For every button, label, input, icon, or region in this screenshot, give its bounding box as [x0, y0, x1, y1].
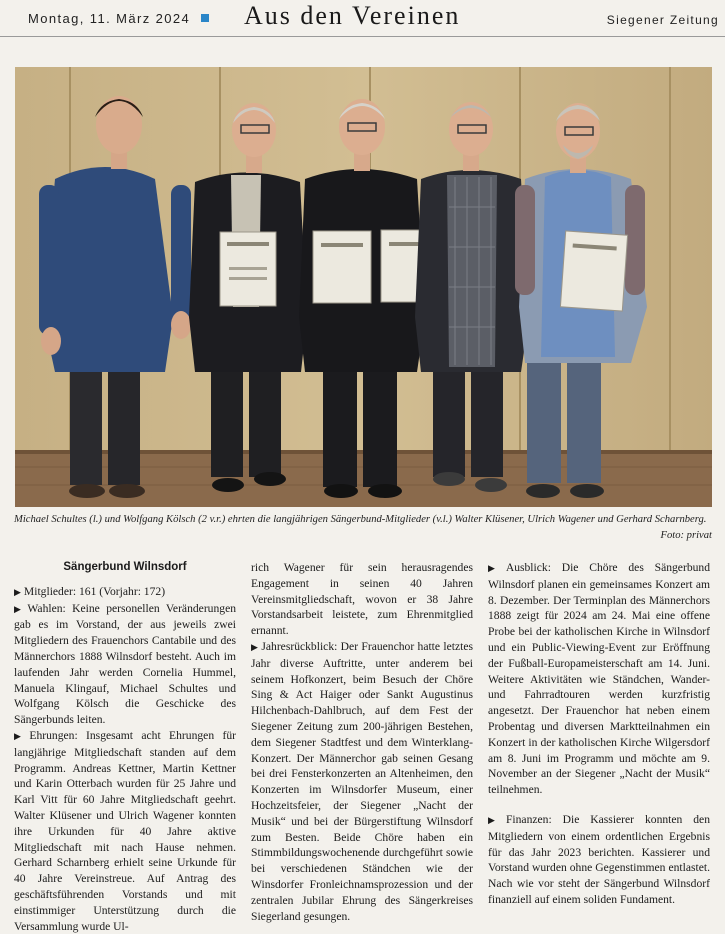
bullet-triangle-icon: ▶ — [14, 586, 21, 597]
paragraph-gap — [488, 798, 710, 812]
photo-credit: Foto: privat — [660, 530, 712, 541]
paragraph-elections: ▶ Wahlen: Keine personellen Veränderungen gab es im Vorstand, der aus jeweils zwei Mitgliedern des Frauenchors Cantabile und des Männerchors 1888 Wilnsdorf besteht. Auch im laufenden Jahr werden Cornelia Hummel, Manuela Klingauf, Michael Schultes und Wolfgang Kölsch die Geschicke des Sängerbunds leiten. — [14, 601, 237, 727]
paragraph-members: ▶ Mitglieder: 161 (Vorjahr: 172) — [14, 584, 166, 598]
article-column-3 — [488, 560, 710, 908]
section-title: Aus den Vereinen — [244, 1, 461, 30]
paragraph-review: ▶ Jahresrückblick: Der Frauenchor hatte letztes Jahr diverse Auftritte, unter anderem bei seinem Hofkonzert, beim Besuch der Chöre Sing & Act Haiger oder Sankt Augustinus Hilchenbach-Dahlbruch, auf dem Fest der Siegener Zeitung zum 200-jährigen Bestehen, dem Siegener Stadtfest und dem Winterklang-Konzert. Der Männerchor gab seinen Gesang bei drei Fensterkonzerten an Altenheimen, den Konzerten im Wilnsdorfer Museum, einer Hochzeitsfeier, der Siegener „Nacht der Musik“ und bei der Bürgerstiftung Wilnsdorf zum Besten. Beide Chöre haben ein Stimmbildungswochenende durchgeführt sowie bei verschiedenen Ständchen wie der Winsdorfer Fronleichnamsprozession und der zentralen Jubilar Ehrung des Sängerkreises Siegerland gesungen. — [251, 639, 473, 923]
bullet-triangle-icon: ▶ — [488, 814, 503, 825]
paragraph-finances: ▶ Finanzen: Die Kassierer konnten den Mitgliedern von einem ordentlichen Ergebnis für das Jahr 2023 berichten. Kassierer und Vorstand wurden ohne Gegenstimmen entlastet. Nach wie vor steht der Sängerbund Wilnsdorf finanziell auf einem soliden Fundament. — [488, 812, 710, 906]
article-column-1 — [14, 560, 236, 934]
paragraph-outlook: ▶ Ausblick: Die Chöre des Sängerbund Wilnsdorf planen ein gemeinsames Konzert am 8. Dezember. Der Terminplan des Männerchors 1888 zeigt für 2024 am 24. Mai eine offene Probe bei der katholischen Kirche in Wilnsdorf und ein Public-Viewing-Event zur Eröffnung der Fußball-Europameisterschaft am 14. Juni. Weitere Aktivitäten wie Ständchen, Wander- und Fahrradtouren werden kurzfristig angesetzt. Der Frauenchor hat neben einem Probentag und diversen Marktteilnahmen ein Konzert in der katholischen Kirche Wilgersdorf am 8. Juni im Programm und möchte am 9. November an der Siegener „Nacht der Musik“ teilnehmen. — [488, 561, 711, 797]
bullet-triangle-icon: ▶ — [488, 563, 503, 573]
group-photo — [15, 67, 712, 507]
article-title: Sängerbund Wilnsdorf — [63, 561, 187, 573]
page-header — [0, 0, 725, 37]
newspaper-name: Siegener Zeitung — [606, 13, 719, 27]
paragraph-honors-continued: rich Wagener für sein herausragendes Engagement in seinen 40 Jahren Vereinsmitgliedschaft, wovon er 38 Jahre Vorstandsarbeit leistete, zum Ehrenmitglied ernannt. — [251, 561, 473, 638]
issue-date: Montag, 11. März 2024 — [28, 11, 191, 26]
bullet-triangle-icon: ▶ — [14, 730, 27, 741]
paragraph-honors: ▶ Ehrungen: Insgesamt acht Ehrungen für langjährige Mitgliedschaft standen auf dem Programm. Andreas Kettner, Martin Kettner und Karin Otterbach wurden für 25 Jahre und Karl Vitt für 60 Jahre Mitgliedschaft geehrt. Walter Klüsener und Ulrich Wagener konnten ihre Urkunden für 40 Jahre aktive Mitgliedschaft mit nach Hause nehmen. Gerhard Scharnberg erhielt seine Urkunde für 40 Jahre Vereinstreue. Auf Antrag des geschäftsführenden Vorstands und mit einstimmiger Unterstützung durch die Versammlung wurde Ul- — [14, 728, 236, 933]
bullet-triangle-icon: ▶ — [251, 641, 259, 652]
bullet-triangle-icon: ▶ — [14, 603, 25, 614]
article-column-2 — [251, 560, 473, 924]
photo-caption: Michael Schultes (l.) und Wolfgang Kölsch (2 v.r.) ehrten die langjährigen Sängerbund-Mitglieder (v.l.) Walter Klüsener, Ulrich Wagener und Gerhard Scharnberg. — [14, 514, 707, 525]
section-marker-icon — [201, 14, 209, 22]
